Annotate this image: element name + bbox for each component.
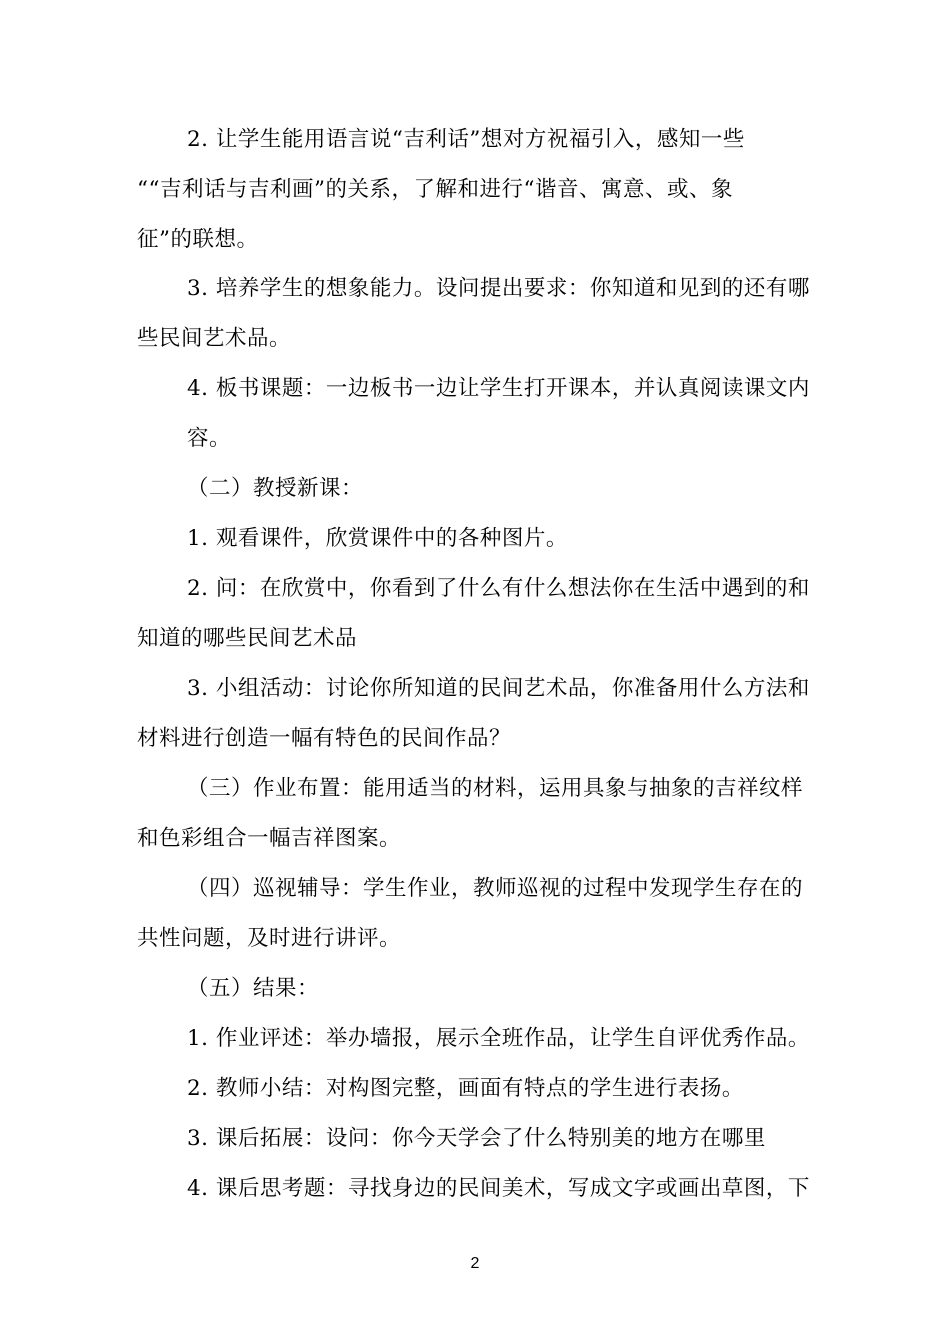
text-line: ““吉利话与吉利画”的关系，了解和进行“谐音、寓意、或、象 [137, 177, 733, 202]
text-line: 2. 让学生能用语言说“吉利话”想对方祝福引入，感知一些 [187, 127, 745, 152]
section-heading: （四）巡视辅导：学生作业，教师巡视的过程中发现学生存在的 [187, 876, 804, 901]
text-line: 1. 观看课件，欣赏课件中的各种图片。 [187, 526, 568, 551]
text-line: 材料进行创造一幅有特色的民间作品？ [137, 726, 512, 751]
text-line: 和色彩组合一幅吉祥图案。 [137, 826, 402, 851]
text-line: 3. 培养学生的想象能力。设问提出要求：你知道和见到的还有哪 [187, 276, 810, 301]
section-heading: （五）结果： [187, 976, 320, 1001]
text-line: 3. 小组活动：讨论你所知道的民间艺术品，你准备用什么方法和 [187, 676, 810, 701]
text-line: 1. 作业评述：举办墙报，展示全班作品，让学生自评优秀作品。 [187, 1026, 810, 1051]
section-heading: （二）教授新课： [187, 476, 364, 501]
section-heading: （三）作业布置：能用适当的材料，运用具象与抽象的吉祥纹样 [187, 776, 804, 801]
text-line: 4. 板书课题：一边板书一边让学生打开课本，并认真阅读课文内 [187, 376, 810, 401]
page-number: 2 [470, 1255, 480, 1272]
text-line: 2. 教师小结：对构图完整，画面有特点的学生进行表扬。 [187, 1076, 744, 1101]
text-line: 共性问题，及时进行讲评。 [137, 926, 402, 951]
text-line: 4. 课后思考题：寻找身边的民间美术，写成文字或画出草图，下 [187, 1176, 810, 1201]
text-line: 些民间艺术品。 [137, 326, 292, 351]
text-line: 知道的哪些民间艺术品 [137, 626, 358, 651]
text-line: 2. 问：在欣赏中，你看到了什么有什么想法你在生活中遇到的和 [187, 576, 810, 601]
text-line: 3. 课后拓展：设问：你今天学会了什么特别美的地方在哪里 [187, 1126, 766, 1151]
text-line: 容。 [187, 426, 232, 451]
text-line: 征”的联想。 [137, 227, 259, 252]
